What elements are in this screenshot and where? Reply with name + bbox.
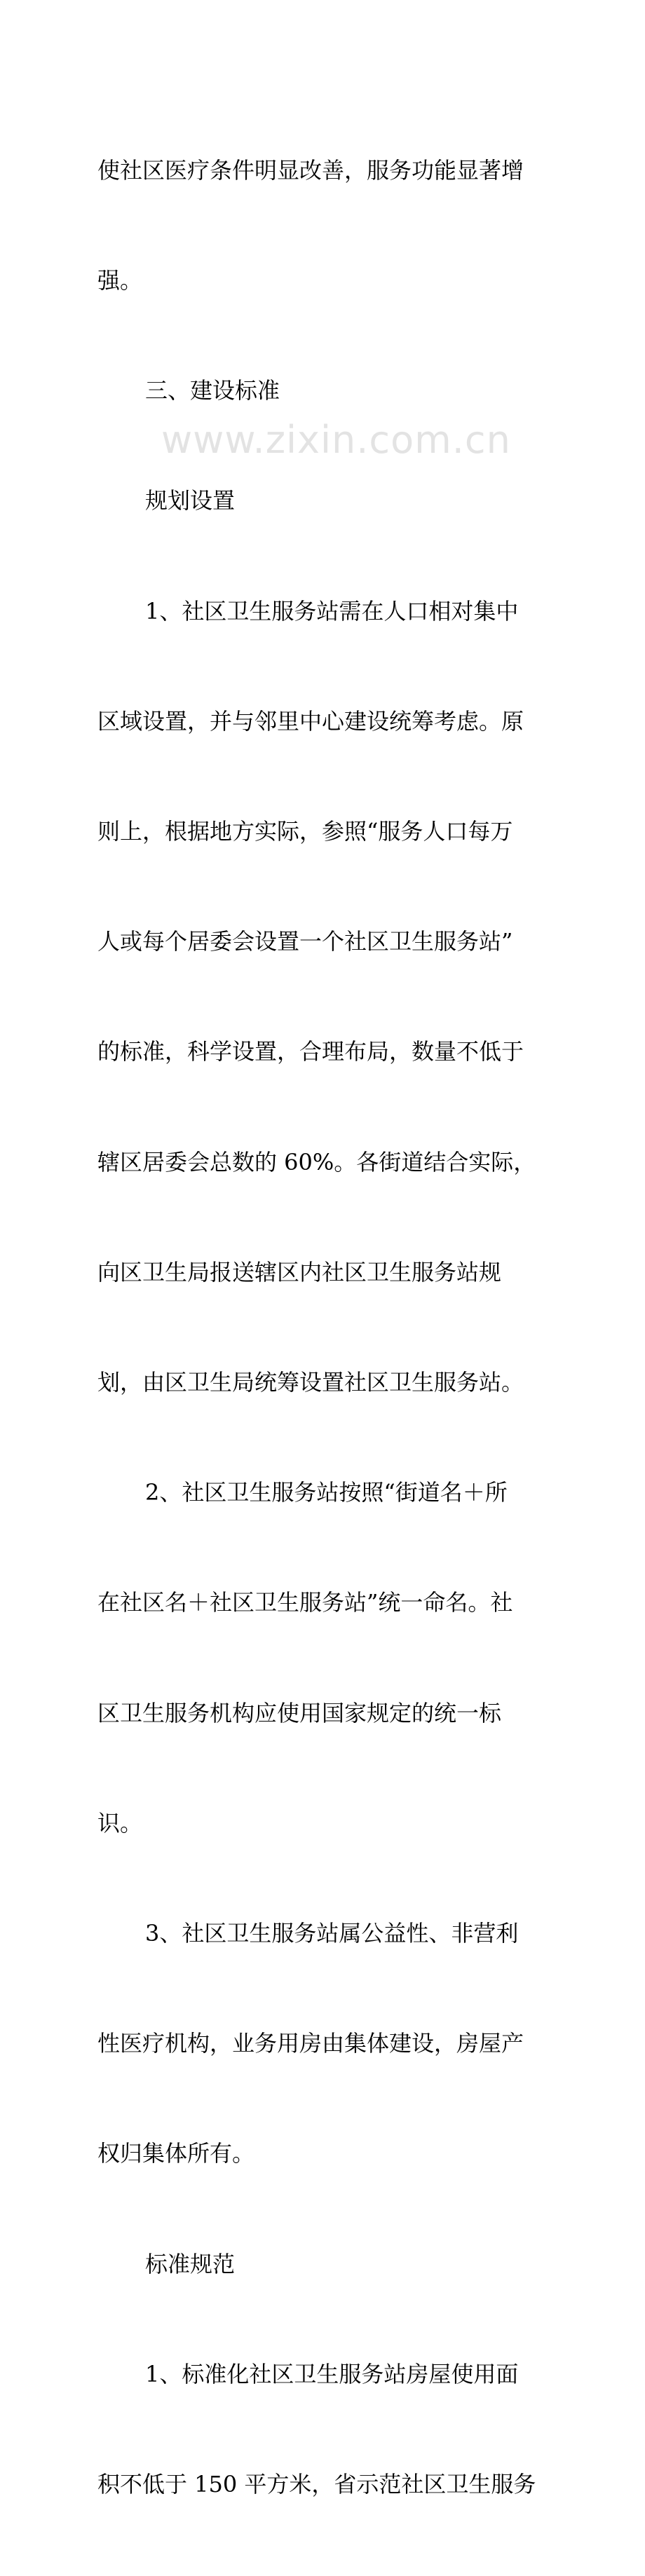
text-line: 划，由区卫生局统筹设置社区卫生服务站。 (97, 1369, 524, 1396)
text-line: 辖区居委会总数的 60%。各街道结合实际， (97, 1148, 536, 1175)
subsection-heading: 标准规范 (145, 2250, 236, 2277)
text-line: 3、社区卫生服务站属公益性、非营利 (145, 1920, 519, 1947)
text-line: 性医疗机构，业务用房由集体建设，房屋产 (97, 2030, 524, 2057)
text-line: 向区卫生局报送辖区内社区卫生服务站规 (97, 1258, 502, 1286)
text-line: 1、社区卫生服务站需在人口相对集中 (145, 597, 519, 625)
text-line: 区卫生服务机构应使用国家规定的统一标 (97, 1699, 502, 1726)
text-line: 的标准，科学设置，合理布局，数量不低于 (97, 1038, 524, 1065)
text-line: 使社区医疗条件明显改善，服务功能显著增 (97, 156, 524, 184)
subsection-heading: 规划设置 (145, 487, 236, 514)
watermark: www.zixin.com.cn (161, 418, 511, 462)
text-line: 区域设置，并与邻里中心建设统筹考虑。原 (97, 707, 524, 735)
text-line: 则上，根据地方实际，参照“服务人口每万 (97, 818, 513, 845)
text-line: 积不低于 150 平方米，省示范社区卫生服务 (97, 2471, 536, 2498)
text-line: 权归集体所有。 (97, 2140, 255, 2167)
document-body (97, 79, 553, 2576)
text-line: 在社区名＋社区卫生服务站”统一命名。社 (97, 1589, 513, 1616)
text-line: 强。 (97, 267, 143, 294)
text-line: 人或每个居委会设置一个社区卫生服务站” (97, 928, 513, 955)
text-line: 2、社区卫生服务站按照“街道名＋所 (145, 1479, 508, 1506)
text-line: 识。 (97, 1809, 143, 1836)
section-heading: 三、建设标准 (145, 377, 280, 404)
text-line: 1、标准化社区卫生服务站房屋使用面 (145, 2360, 519, 2387)
